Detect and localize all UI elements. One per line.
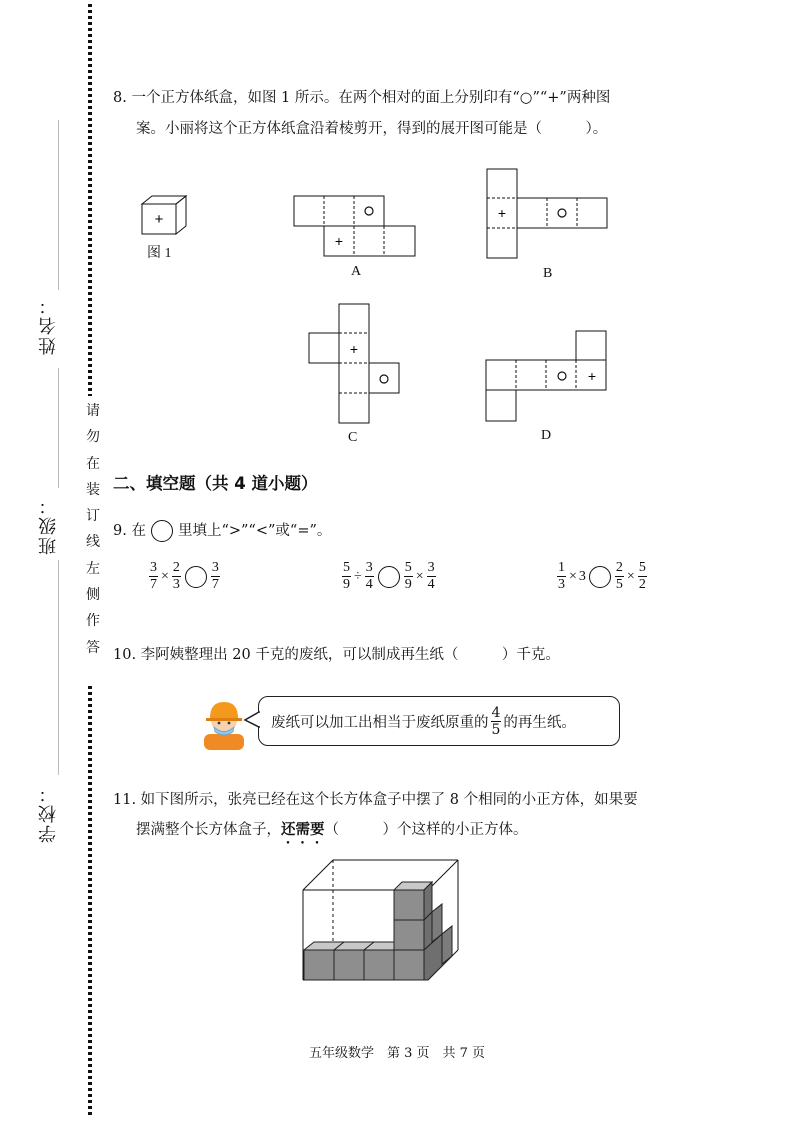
option-a-label: A	[351, 264, 362, 279]
emphasis-text: 还需要	[281, 821, 325, 838]
answer-circle-2[interactable]	[378, 566, 400, 588]
binding-warning: 请 勿 在 装 订 线 左 侧 作 答	[86, 403, 100, 656]
q10-text: 10. 李阿姨整理出 20 千克的废纸，可以制成再生纸（ ）千克。	[113, 647, 560, 663]
q9-expression-3: $\frac{1}{3}$ × 3 $\frac{2}{5}$ × $\frac{5}{2}$	[558, 560, 646, 592]
fig1-caption: 图 1	[147, 246, 172, 261]
answer-circle-1[interactable]	[185, 566, 207, 588]
option-b-label: B	[543, 266, 553, 281]
answer-circle-icon	[151, 520, 173, 542]
plus-symbol: +	[334, 233, 344, 249]
circle-symbol	[558, 372, 566, 380]
plus-symbol: +	[154, 211, 164, 228]
net-option-d	[485, 330, 610, 424]
cube-figure-1	[140, 194, 190, 236]
q11-line1: 11. 如下图所示，张亮已经在这个长方体盒子中摆了 8 个相同的小正方体，如果要	[113, 792, 638, 808]
circle-symbol	[365, 207, 373, 215]
option-c-label: C	[348, 430, 358, 445]
worker-avatar-icon	[200, 698, 248, 750]
q9-instruction: 9. 在 里填上“>”“<”或“=”。	[113, 520, 331, 542]
bubble-tail	[245, 712, 261, 728]
cuboid-box-figure	[300, 858, 465, 986]
plus-symbol: +	[349, 341, 359, 357]
school-label: 学校：	[38, 783, 59, 843]
school-underline	[58, 560, 59, 775]
class-underline	[58, 368, 59, 488]
net-option-b	[486, 168, 611, 260]
circle-symbol	[380, 375, 388, 383]
name-underline	[58, 120, 59, 290]
name-label: 姓名：	[38, 295, 59, 355]
net-option-a	[293, 195, 418, 259]
section-2-title: 二、填空题（共 4 道小题）	[113, 474, 318, 493]
plus-symbol: +	[587, 368, 597, 384]
q8-line2: 案。小丽将这个正方体纸盒沿着棱剪开，得到的展开图可能是（ ）。	[136, 121, 608, 137]
net-option-c	[308, 303, 403, 425]
page-footer: 五年级数学 第 3 页 共 7 页	[308, 1046, 486, 1061]
binding-dotted-line-top	[88, 4, 92, 396]
plus-symbol: +	[497, 205, 507, 221]
q11-line2: 摆满整个长方体盒子，还需要（ ）个这样的小正方体。	[136, 821, 528, 838]
q8-line1: 8. 一个正方体纸盒，如图 1 所示。在两个相对的面上分别印有“○”“+”两种图	[113, 90, 611, 106]
circle-symbol	[558, 209, 566, 217]
option-d-label: D	[541, 428, 552, 443]
q9-expression-2: $\frac{5}{9}$ ÷ $\frac{3}{4}$ $\frac{5}{9}$ × $\frac{3}{4}$	[343, 560, 435, 592]
speech-bubble	[258, 696, 620, 746]
q9-expression-1: $\frac{3}{7}$ × $\frac{2}{3}$ $\frac{3}{7}$	[150, 560, 219, 592]
class-label: 班级：	[38, 495, 59, 555]
answer-circle-3[interactable]	[589, 566, 611, 588]
bubble-text: 废纸可以加工出相当于废纸原重的 $\frac{4}{5}$ 的再生纸。	[271, 705, 576, 738]
